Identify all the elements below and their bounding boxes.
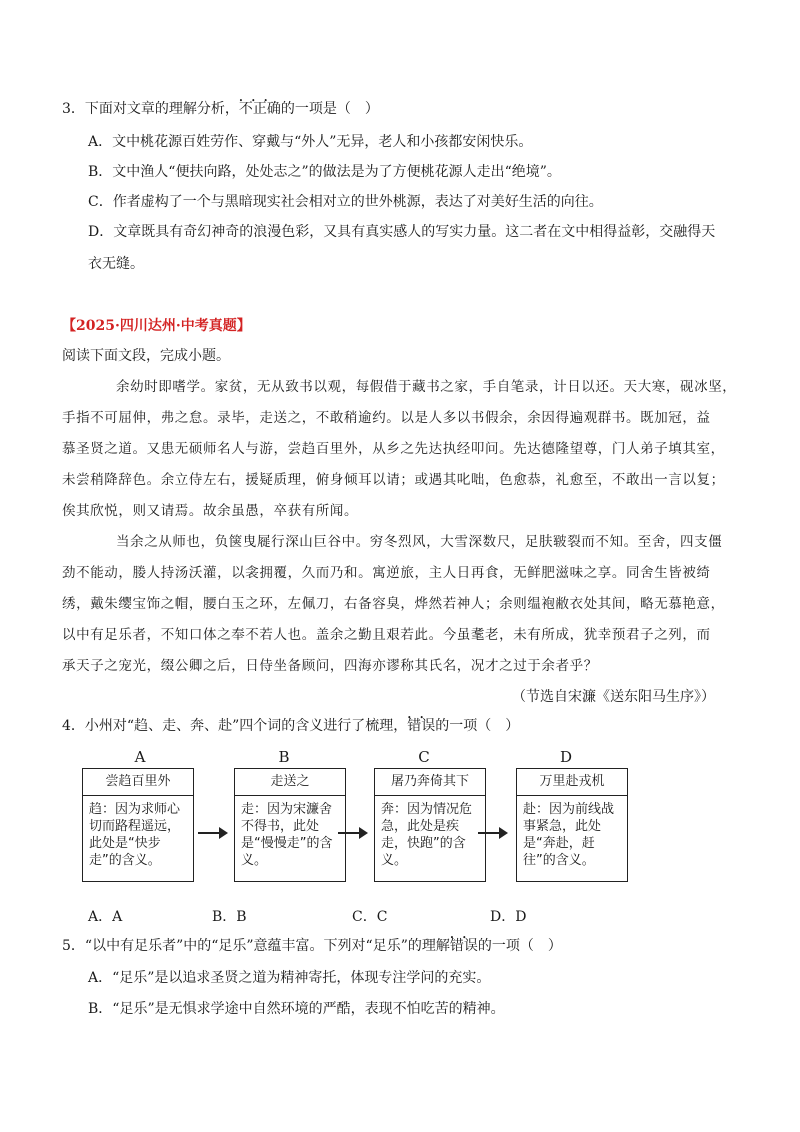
passage-line-2: 手指不可屈伸，弗之怠。录毕，走送之，不敢稍逾约。以是人多以书假余，余因得遍观群书。既加冠，益 xyxy=(62,410,711,426)
arrow-right-icon xyxy=(478,832,506,834)
q5-option-b[interactable]: B．“足乐”是无惧求学途中自然环境的严酷，表现不怕吃苦的精神。 xyxy=(88,1001,505,1017)
passage-line-6: 当余之从师也，负箧曳屣行深山巨谷中。穷冬烈风，大雪深数尺，足肤皲裂而不知。至舍，四支僵 xyxy=(116,534,723,550)
q4-diagram xyxy=(80,748,720,888)
passage-line-10: 承天子之宠光，缀公卿之后，日侍坐备顾问，四海亦谬称其氏名，况才之过于余者乎？ xyxy=(62,658,598,674)
q4-box-b xyxy=(234,768,346,882)
q5-stem-suffix: 的一项（ ） xyxy=(477,938,562,954)
passage-line-3: 慕圣贤之道。又患无硕师名人与游，尝趋百里外，从乡之先达执经叩问。先达德隆望尊，门人弟子填其室， xyxy=(62,441,725,457)
arrow-right-icon xyxy=(198,832,226,834)
q4-box-d-body: 赴：因为前线战事紧急，此处是“奔赴，赶往”的含义。 xyxy=(523,802,615,868)
q5-stem xyxy=(62,936,562,956)
q4-col-letter-a: A xyxy=(134,748,146,766)
q4-choice-a[interactable]: A．A xyxy=(88,909,123,925)
q3-option-d[interactable]: D．文章既具有奇幻神奇的浪漫色彩，又具有真实感人的写实力量。这二者在文中相得益彰，交融得天 xyxy=(88,224,716,240)
passage-line-5: 俟其欣悦，则又请焉。故余虽愚，卒获有所闻。 xyxy=(62,503,359,519)
q3-stem-prefix: 3．下面对文章的理解分析， xyxy=(62,101,239,117)
q4-box-c-title: 屠乃奔倚其下 xyxy=(375,769,485,796)
q3-option-d-continued: 衣无缝。 xyxy=(88,256,144,272)
q4-choice-b[interactable]: B．B xyxy=(212,909,247,925)
q4-stem xyxy=(62,716,519,736)
q4-col-letter-d: D xyxy=(559,748,573,766)
q3-stem-emphasis: • • • 不正确 xyxy=(239,99,281,119)
passage-line-8: 绣，戴朱缨宝饰之帽，腰白玉之环，左佩刀，右备容臭，烨然若神人；余则缊袍敝衣处其间，略无慕艳意， xyxy=(62,596,725,612)
q4-stem-prefix: 4．小州对“趋、走、奔、赴”四个词的含义进行了梳理， xyxy=(62,718,408,734)
reading-instruction: 阅读下面文段，完成小题。 xyxy=(62,348,230,364)
q3-stem-suffix: 的一项是（ ） xyxy=(280,101,379,117)
passage-line-7: 劲不能动，媵人持汤沃灌，以衾拥覆，久而乃和。寓逆旅，主人日再食，无鲜肥滋味之享。同舍生皆被绮 xyxy=(62,565,711,581)
q4-stem-emphasis: • • 错误 xyxy=(407,716,435,736)
q4-box-a-body: 趋：因为求师心切而路程遥远，此处是“快步走”的含义。 xyxy=(89,802,181,868)
q3-option-c[interactable]: C．作者虚构了一个与黑暗现实社会相对立的世外桃源，表达了对美好生活的向往。 xyxy=(88,194,603,210)
source-tag: 【2025·四川达州·中考真题】 xyxy=(62,318,251,334)
passage-citation: （节选自宋濂《送东阳马生序》） xyxy=(512,689,715,705)
q5-stem-prefix: 5．“以中有足乐者”中的“足乐”意蕴丰富。下列对“足乐”的理解 xyxy=(62,938,450,954)
q4-box-c-body: 奔：因为情况危急，此处是疾走，快跑”的含义。 xyxy=(381,802,473,868)
passage-line-4: 未尝稍降辞色。余立侍左右，援疑质理，俯身倾耳以请；或遇其叱咄，色愈恭，礼愈至，不敢出一言以复； xyxy=(62,472,725,488)
arrow-right-icon xyxy=(338,832,366,834)
q4-col-letter-b: B xyxy=(278,748,290,766)
q3-option-a[interactable]: A．文中桃花源百姓劳作、穿戴与“外人”无异，老人和小孩都安闲快乐。 xyxy=(88,134,533,150)
q4-box-d-title: 万里赴戎机 xyxy=(517,769,627,796)
q3-stem xyxy=(62,99,379,119)
q3-option-b[interactable]: B．文中渔人“便扶向路，处处志之”的做法是为了方便桃花源人走出“绝境”。 xyxy=(88,164,561,180)
q5-option-a[interactable]: A．“足乐”是以追求圣贤之道为精神寄托，体现专注学问的充实。 xyxy=(88,970,491,986)
q4-choice-c[interactable]: C．C xyxy=(352,909,388,925)
q4-box-a xyxy=(82,768,194,882)
q4-col-letter-c: C xyxy=(418,748,430,766)
q4-stem-suffix: 的一项（ ） xyxy=(435,718,520,734)
passage-line-1: 余幼时即嗜学。家贫，无从致书以观，每假借于藏书之家，手自笔录，计日以还。天大寒，砚冰坚， xyxy=(116,379,737,395)
q4-box-a-title: 尝趋百里外 xyxy=(83,769,193,796)
q4-box-b-title: 走送之 xyxy=(235,769,345,796)
q4-box-b-body: 走：因为宋濂舍不得书，此处是“慢慢走”的含义。 xyxy=(241,802,333,868)
q4-box-c xyxy=(374,768,486,882)
q5-stem-emphasis: • • 错误 xyxy=(450,936,478,956)
passage-line-9: 以中有足乐者，不知口体之奉不若人也。盖余之勤且艰若此。今虽耄老，未有所成，犹幸预君子之列，而 xyxy=(62,627,711,643)
q4-box-d xyxy=(516,768,628,882)
q4-choice-d[interactable]: D．D xyxy=(490,909,527,925)
